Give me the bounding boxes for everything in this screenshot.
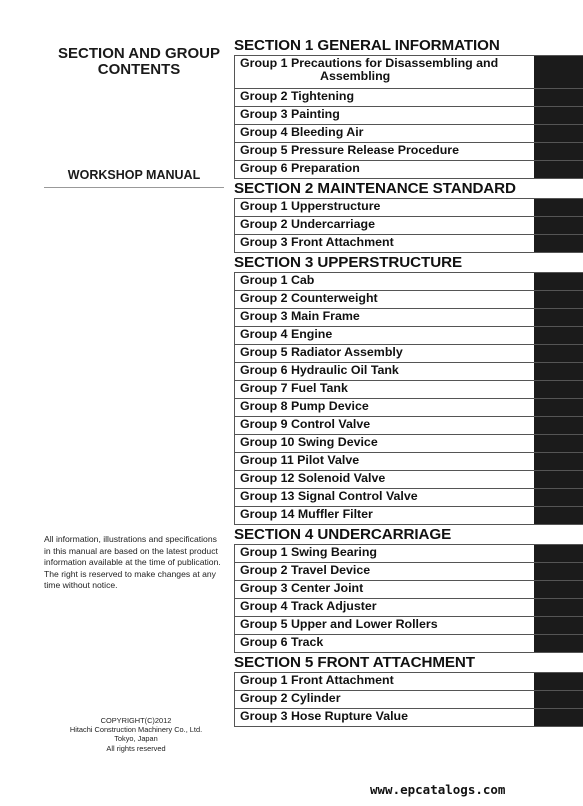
- copyright-rights: All rights reserved: [106, 743, 166, 753]
- group-row[interactable]: [234, 545, 583, 563]
- group-list: [234, 198, 583, 253]
- group-label: Group 13 Signal Control Valve: [240, 489, 418, 503]
- group-row[interactable]: [234, 417, 583, 435]
- section-tab-marker: [534, 381, 583, 398]
- group-label: Group 6 Preparation: [240, 161, 360, 175]
- section-tab-marker: [534, 545, 583, 562]
- workshop-manual-divider: [44, 187, 224, 188]
- group-label: Group 5 Pressure Release Procedure: [240, 143, 460, 157]
- group-label: Group 3 Front Attachment: [240, 235, 394, 249]
- group-row[interactable]: [234, 381, 583, 399]
- group-label: Group 5 Radiator Assembly: [240, 345, 403, 359]
- group-row[interactable]: [234, 345, 583, 363]
- section-tab-marker: [534, 327, 583, 344]
- section-tab-marker: [534, 291, 583, 308]
- group-row[interactable]: [234, 489, 583, 507]
- section-title: SECTION 3 UPPERSTRUCTURE: [234, 254, 462, 271]
- section-tab-marker: [534, 417, 583, 434]
- group-row[interactable]: [234, 143, 583, 161]
- group-label: Group 2 Travel Device: [240, 563, 371, 577]
- contents-title-line2: CONTENTS: [97, 61, 181, 78]
- section-title: SECTION 4 UNDERCARRIAGE: [234, 526, 452, 543]
- group-row[interactable]: [234, 309, 583, 327]
- section-tab-marker: [534, 143, 583, 160]
- section-tab-marker: [534, 581, 583, 598]
- section-2: [234, 179, 583, 253]
- group-label: Group 2 Tightening: [240, 89, 355, 103]
- group-label: Group 1 Cab: [240, 273, 315, 287]
- section-tab-marker: [534, 635, 583, 652]
- copyright-company: Hitachi Construction Machinery Co., Ltd.: [69, 725, 203, 735]
- group-row[interactable]: [234, 471, 583, 489]
- group-row[interactable]: [234, 235, 583, 253]
- group-row[interactable]: [234, 673, 583, 691]
- section-tab-marker: [534, 125, 583, 142]
- section-tab-marker: [534, 691, 583, 708]
- group-row[interactable]: [234, 617, 583, 635]
- section-1: [234, 36, 583, 179]
- section-tab-marker: [534, 599, 583, 616]
- group-label: Group 9 Control Valve: [240, 417, 371, 431]
- group-label: Group 6 Hydraulic Oil Tank: [240, 363, 399, 377]
- section-tab-marker: [534, 235, 583, 252]
- section-tab-marker: [534, 199, 583, 216]
- website-watermark: www.epcatalogs.com: [370, 782, 506, 797]
- section-title: SECTION 1 GENERAL INFORMATION: [234, 37, 500, 54]
- group-label: Group 6 Track: [240, 635, 324, 649]
- group-label: Group 2 Undercarriage: [240, 217, 375, 231]
- section-tab-marker: [534, 309, 583, 326]
- group-label: Group 4 Engine: [240, 327, 333, 341]
- section-tab-marker: [534, 56, 583, 88]
- group-row[interactable]: [234, 581, 583, 599]
- section-3: [234, 253, 583, 525]
- copyright-line: COPYRIGHT(C)2012: [100, 716, 172, 725]
- group-row[interactable]: [234, 217, 583, 235]
- section-4: [234, 525, 583, 653]
- contents-title: [44, 46, 234, 78]
- section-5: [234, 653, 583, 727]
- group-row[interactable]: [234, 435, 583, 453]
- group-label: Group 10 Swing Device: [240, 435, 378, 449]
- group-list: [234, 544, 583, 653]
- section-tab-marker: [534, 399, 583, 416]
- group-row[interactable]: [234, 107, 583, 125]
- section-tab-marker: [534, 489, 583, 506]
- disclaimer-text: All information, illustrations and specifications in this manual are based on the latest product information available at the time of publication. The right is reserved to make changes at any time without notice.: [44, 534, 221, 591]
- section-title: SECTION 5 FRONT ATTACHMENT: [234, 654, 475, 671]
- group-row[interactable]: [234, 599, 583, 617]
- group-list: [234, 55, 583, 179]
- copyright-location: Tokyo, Japan: [114, 734, 158, 744]
- group-row[interactable]: [234, 453, 583, 471]
- group-row[interactable]: [234, 89, 583, 107]
- section-tab-marker: [534, 709, 583, 726]
- section-title: SECTION 2 MAINTENANCE STANDARD: [234, 180, 516, 197]
- group-label: Group 5 Upper and Lower Rollers: [240, 617, 438, 631]
- contents-title-line1: SECTION AND GROUP: [58, 45, 220, 62]
- section-tab-marker: [534, 507, 583, 524]
- group-label: Group 14 Muffler Filter: [240, 507, 373, 521]
- group-label: Group 1 Front Attachment: [240, 673, 394, 687]
- group-label: Group 1 Swing Bearing: [240, 545, 377, 559]
- group-label: [240, 57, 530, 82]
- group-row[interactable]: [234, 291, 583, 309]
- group-label-line2: Assembling: [320, 68, 391, 83]
- group-list: [234, 272, 583, 525]
- section-tab-marker: [534, 673, 583, 690]
- group-row[interactable]: [234, 199, 583, 217]
- section-tab-marker: [534, 89, 583, 106]
- section-tab-marker: [534, 363, 583, 380]
- group-row[interactable]: [234, 327, 583, 345]
- group-label: Group 3 Painting: [240, 107, 340, 121]
- section-tab-marker: [534, 107, 583, 124]
- group-label: Group 12 Solenoid Valve: [240, 471, 386, 485]
- group-label: Group 3 Center Joint: [240, 581, 364, 595]
- workshop-manual-label: WORKSHOP MANUAL: [67, 168, 201, 182]
- group-label: Group 3 Main Frame: [240, 309, 360, 323]
- section-tab-marker: [534, 617, 583, 634]
- group-label: Group 1 Upperstructure: [240, 199, 381, 213]
- section-tab-marker: [534, 471, 583, 488]
- section-tab-marker: [534, 345, 583, 362]
- group-label: Group 11 Pilot Valve: [240, 453, 360, 467]
- group-row[interactable]: [234, 363, 583, 381]
- section-tab-marker: [534, 563, 583, 580]
- group-row[interactable]: [234, 399, 583, 417]
- group-row[interactable]: [234, 635, 583, 653]
- section-tab-marker: [534, 435, 583, 452]
- section-tab-marker: [534, 217, 583, 234]
- group-label: Group 4 Track Adjuster: [240, 599, 377, 613]
- group-label: Group 4 Bleeding Air: [240, 125, 364, 139]
- section-tab-marker: [534, 273, 583, 290]
- group-label: Group 2 Cylinder: [240, 691, 341, 705]
- group-label: Group 7 Fuel Tank: [240, 381, 348, 395]
- group-label: Group 8 Pump Device: [240, 399, 369, 413]
- group-label-line1: Group 1 Precautions for Disassembling and: [240, 56, 499, 70]
- group-row[interactable]: [234, 563, 583, 581]
- section-tab-marker: [534, 453, 583, 470]
- group-label: Group 3 Hose Rupture Value: [240, 709, 408, 723]
- group-row[interactable]: [234, 709, 583, 727]
- group-list: [234, 672, 583, 727]
- table-of-contents: [234, 36, 583, 727]
- copyright-block: [66, 716, 206, 753]
- group-row[interactable]: [234, 125, 583, 143]
- group-row[interactable]: [234, 56, 583, 89]
- group-label: Group 2 Counterweight: [240, 291, 378, 305]
- group-row[interactable]: [234, 273, 583, 291]
- section-tab-marker: [534, 161, 583, 178]
- group-row[interactable]: [234, 507, 583, 525]
- group-row[interactable]: [234, 691, 583, 709]
- group-row[interactable]: [234, 161, 583, 179]
